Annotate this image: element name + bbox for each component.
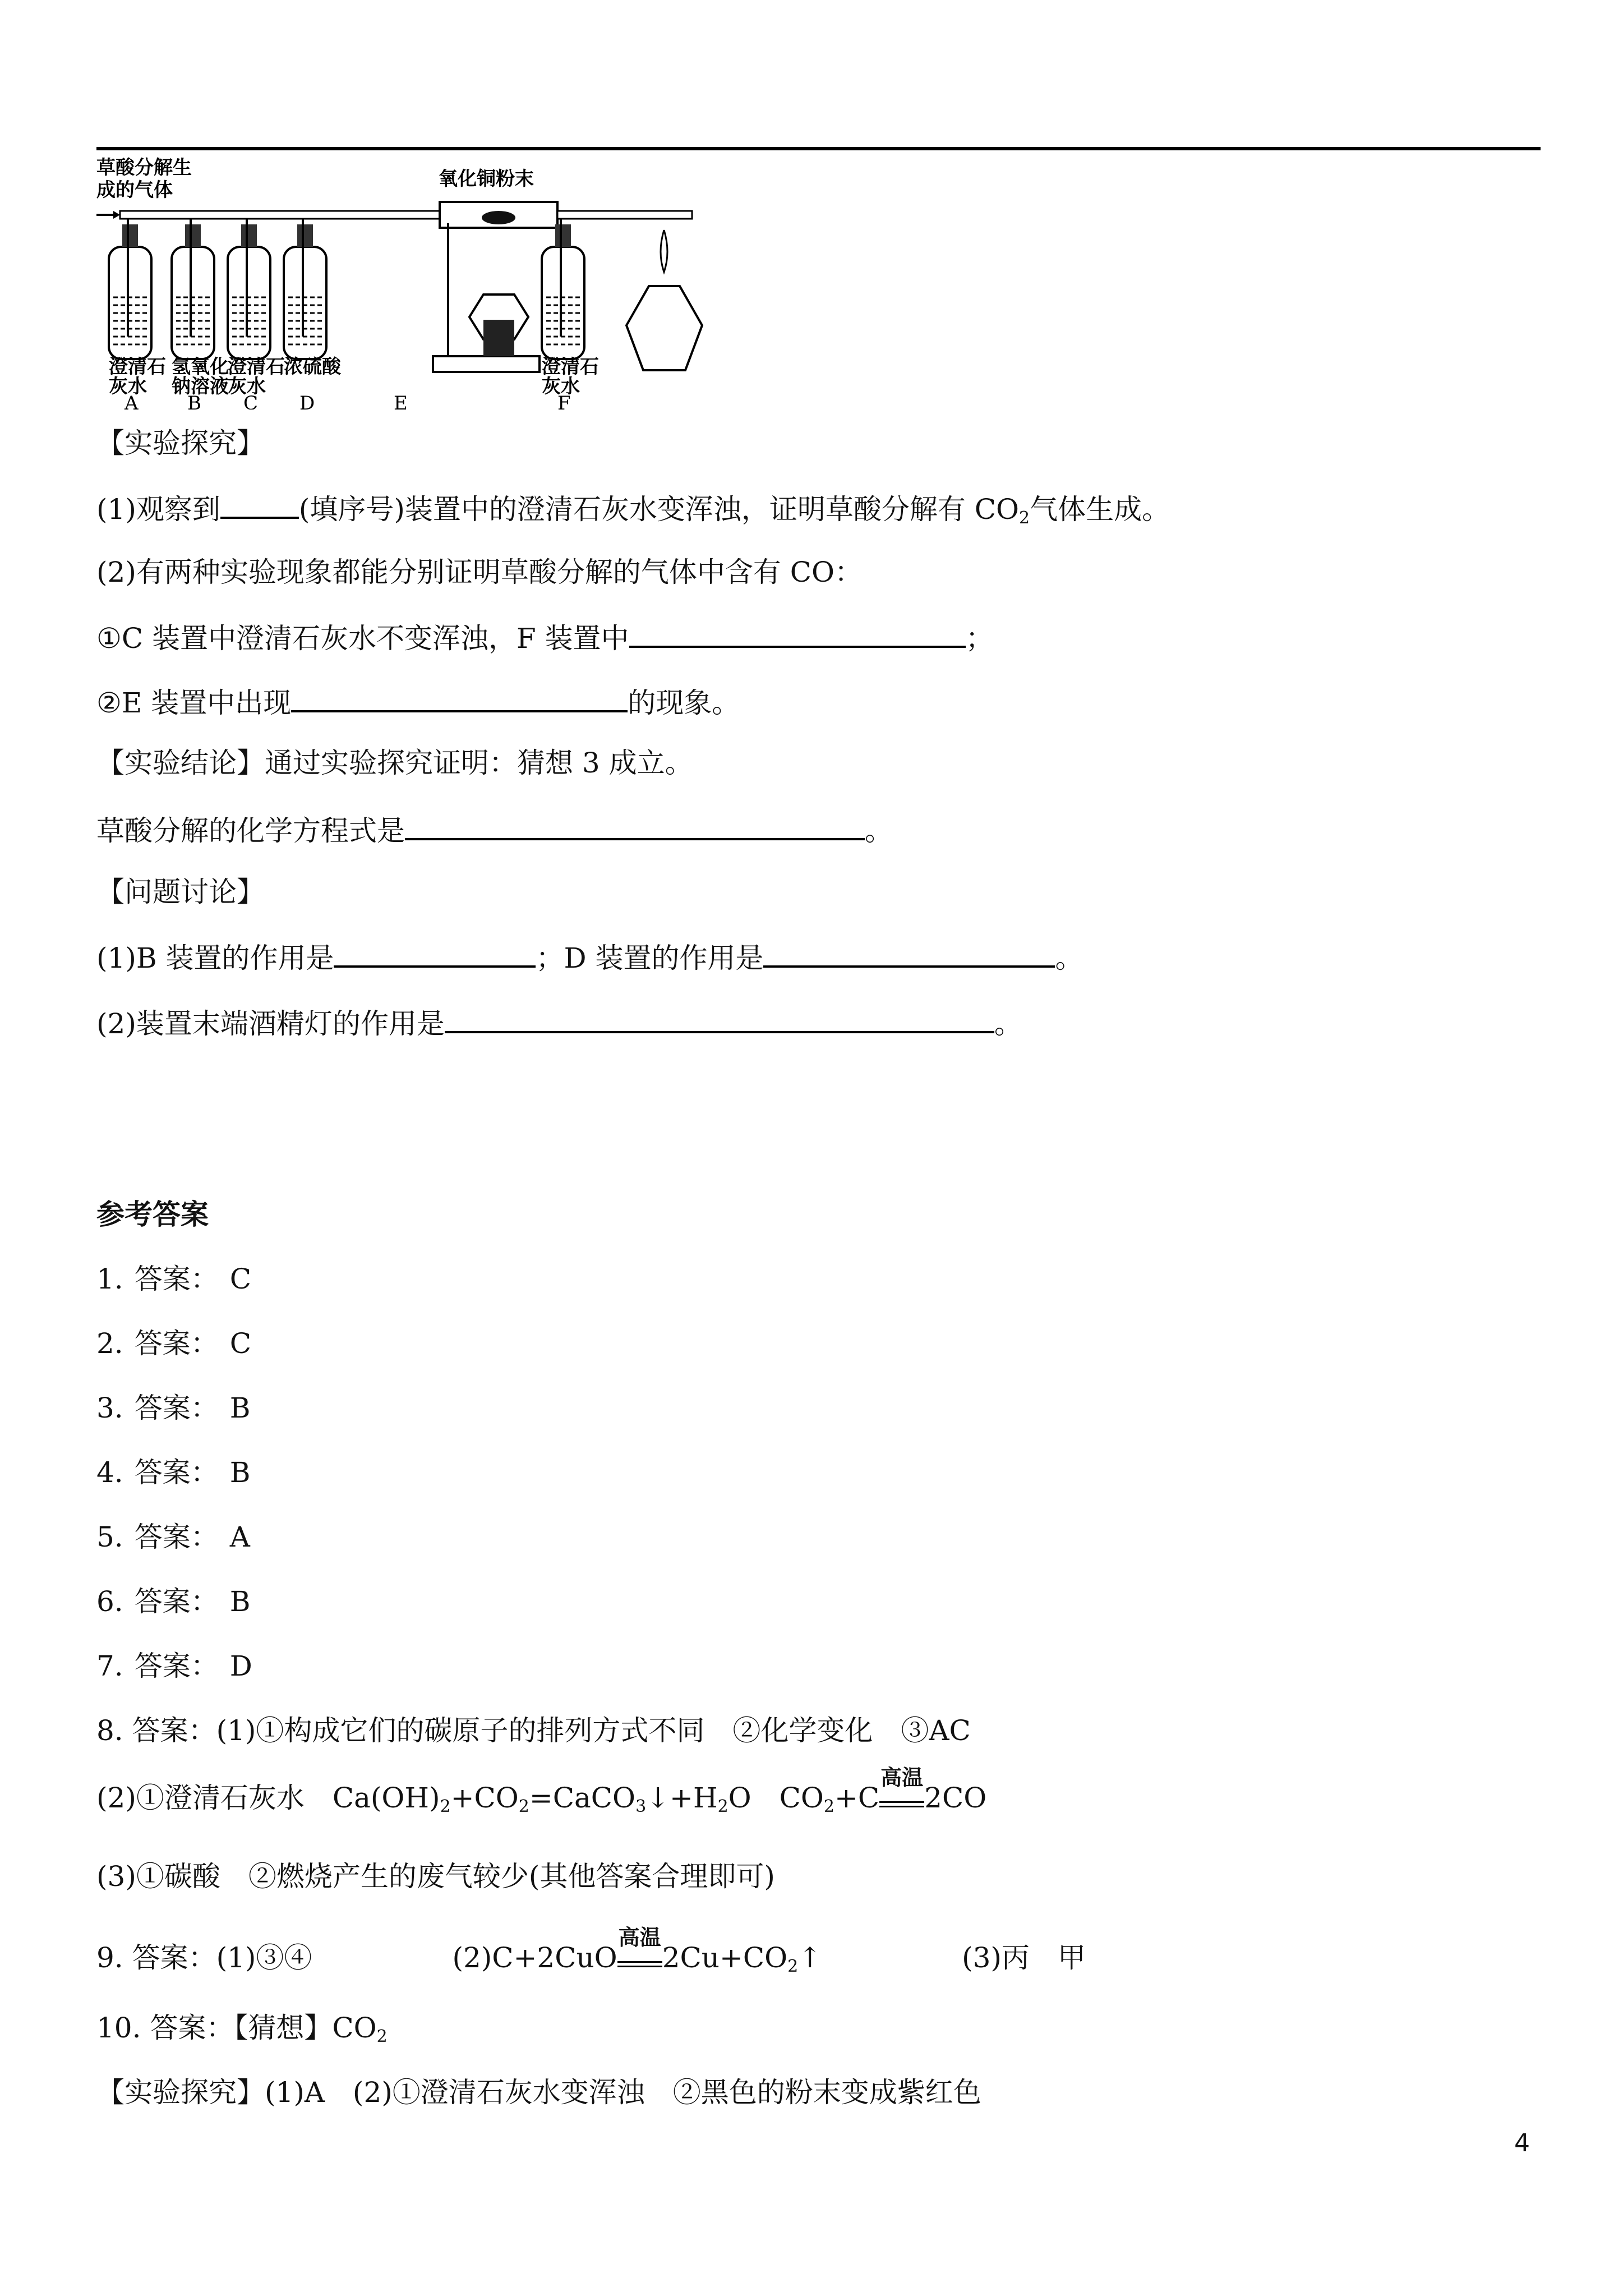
arrow-head-icon bbox=[113, 211, 120, 219]
stopper bbox=[241, 224, 257, 247]
question-2: (2)有两种实验现象都能分别证明草酸分解的气体中含有 CO： bbox=[96, 556, 863, 588]
gas-bottle-a bbox=[109, 247, 151, 359]
stopper bbox=[555, 224, 571, 247]
answer-10-explore: 【实验探究】(1)A (2)①澄清石灰水变浑浊 ②黑色的粉末变成紫红色 bbox=[96, 2076, 981, 2109]
cuo-powder bbox=[482, 211, 515, 224]
answer-9: 9. 答案：(1)③④ (2)C+2CuO 高温 $2Cu+CO_2↑$ (3)丙 甲 bbox=[96, 1925, 1086, 1976]
question-1: (1)观察到 (填序号)装置中的澄清石灰水变浑浊，证明草酸分解有 $CO_2$气体生成。 bbox=[96, 491, 1170, 535]
stopper bbox=[297, 224, 313, 247]
gas-bottle-f bbox=[542, 247, 584, 359]
answer-8-1: 8. 答案：(1)①构成它们的碳原子的排列方式不同 ②化学变化 ③AC bbox=[96, 1714, 971, 1747]
device-letter-d: D bbox=[299, 392, 315, 409]
answer-item: 5. 答案： A bbox=[96, 1521, 250, 1553]
answer-blank-b[interactable] bbox=[334, 940, 536, 968]
answer-blank-lamp[interactable] bbox=[445, 1005, 994, 1033]
apparatus-diagram bbox=[96, 157, 708, 409]
bottle-label: 浓硫酸 bbox=[284, 356, 341, 378]
device-letter-f: F bbox=[557, 392, 571, 409]
apparatus-drawing bbox=[96, 157, 708, 409]
gas-bottle-b bbox=[172, 247, 214, 359]
answer-10: 10. 答案：【猜想】$CO_2$ bbox=[96, 2012, 388, 2046]
stopper bbox=[122, 224, 138, 247]
device-letter-b: B bbox=[187, 392, 201, 409]
outlet-tube bbox=[557, 211, 692, 219]
answer-8-2: (2)①澄清石灰水 $Ca(OH)_2+CO_2=CaCO_3↓+H_2O$ $CO_2+C$ 高温 2CO bbox=[96, 1765, 987, 1816]
gas-bottle-d bbox=[284, 247, 326, 359]
alcohol-lamp-end bbox=[626, 286, 702, 370]
answer-blank-1[interactable] bbox=[220, 491, 299, 519]
bottle-label: 澄清石 bbox=[228, 356, 285, 378]
reaction-condition: 高温 bbox=[879, 1790, 924, 1807]
reaction-condition: 高温 bbox=[617, 1950, 662, 1967]
answer-item: 6. 答案： B bbox=[96, 1585, 251, 1618]
answer-item: 3. 答案： B bbox=[96, 1392, 251, 1424]
answer-item: 4. 答案： B bbox=[96, 1456, 251, 1489]
answer-8-3: (3)①碳酸 ②燃烧产生的废气较少(其他答案合理即可) bbox=[96, 1860, 775, 1893]
answer-blank-2-1[interactable] bbox=[629, 620, 966, 648]
bottle-label: 钠溶液 bbox=[172, 375, 229, 398]
bottle-label: 澄清石 bbox=[109, 356, 166, 378]
lamp-stand bbox=[483, 320, 514, 356]
device-letter-e: E bbox=[394, 392, 408, 409]
answer-blank-equation[interactable] bbox=[405, 812, 865, 840]
gas-label-1: 草酸分解生 bbox=[96, 157, 192, 179]
stand-base bbox=[433, 356, 540, 372]
answer-item: 7. 答案： D bbox=[96, 1650, 252, 1682]
device-letter-c: C bbox=[243, 392, 259, 409]
answer-blank-2-2[interactable] bbox=[291, 684, 628, 712]
answer-blank-d[interactable] bbox=[763, 940, 1055, 968]
question-2-2: ②E 装置中出现 的现象。 bbox=[96, 684, 740, 720]
discuss-2: (2)装置末端酒精灯的作用是 。 bbox=[96, 1005, 1022, 1041]
conclusion: 【实验结论】通过实验探究证明：猜想 3 成立。 bbox=[96, 747, 693, 779]
discuss-1: (1)B 装置的作用是 ；D 装置的作用是 。 bbox=[96, 940, 1083, 975]
gas-bottle-c bbox=[228, 247, 270, 359]
header-rule bbox=[96, 147, 1541, 150]
bottle-label: 灰水 bbox=[228, 375, 266, 398]
answer-item: 2. 答案： C bbox=[96, 1327, 251, 1360]
cuo-label: 氧化铜粉末 bbox=[439, 168, 534, 190]
bottle-label: 氢氧化 bbox=[172, 356, 229, 378]
answer-item: 1. 答案： C bbox=[96, 1263, 251, 1295]
bottle-label: 灰水 bbox=[542, 375, 580, 398]
question-2-1: ①C 装置中澄清石灰水不变浑浊，F 装置中 ； bbox=[96, 620, 994, 655]
section-explore: 【实验探究】 bbox=[96, 427, 265, 459]
bottle-label: 澄清石 bbox=[542, 356, 599, 378]
gas-tube bbox=[120, 211, 440, 219]
flame-icon bbox=[661, 230, 667, 272]
gas-label-2: 成的气体 bbox=[96, 179, 173, 201]
section-discuss: 【问题讨论】 bbox=[96, 876, 265, 908]
stopper bbox=[185, 224, 201, 247]
answers-title: 参考答案 bbox=[96, 1198, 209, 1231]
device-letter-a: A bbox=[125, 392, 139, 409]
page-number: 4 bbox=[1514, 2129, 1530, 2157]
bottle-label: 灰水 bbox=[109, 375, 147, 398]
equation-question: 草酸分解的化学方程式是 。 bbox=[96, 812, 893, 848]
